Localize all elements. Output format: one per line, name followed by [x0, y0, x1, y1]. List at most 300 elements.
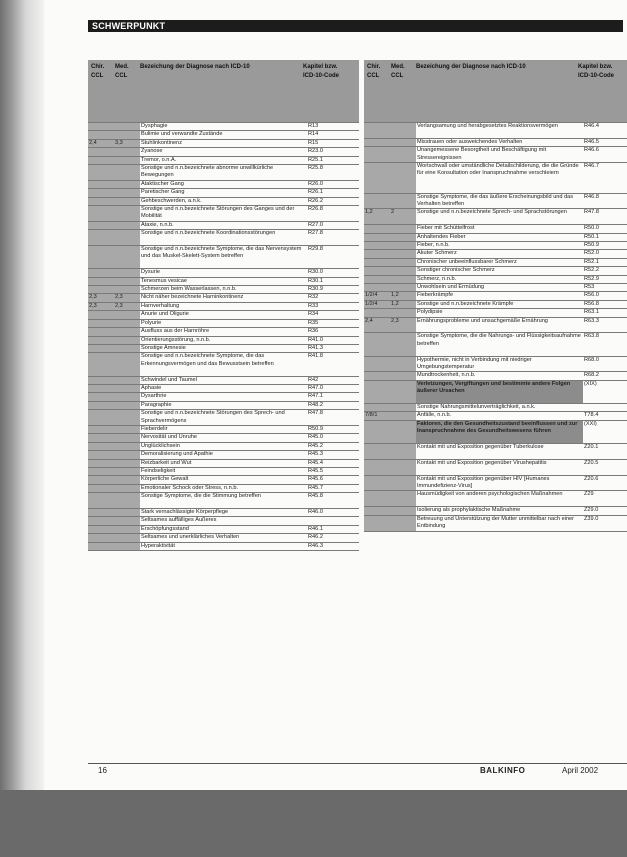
cell-chir-ccl — [88, 385, 114, 392]
table-row — [88, 164, 359, 180]
cell-chir-ccl: 1/2/4 — [364, 292, 390, 299]
cell-med-ccl: 1,2 — [390, 292, 416, 299]
cell-description: Kontakt mit und Exposition gegenüber Tuberkulose — [417, 444, 544, 451]
cell-description: Paragraphie — [141, 401, 172, 408]
cell-chir-ccl — [364, 259, 390, 266]
cell-med-ccl — [390, 333, 416, 355]
cell-chir-ccl — [364, 421, 390, 443]
cell-description: Sonstige und n.n.bezeichnete Störungen des Sprech- und Sprachvermögens — [141, 410, 285, 424]
table-row — [364, 266, 627, 274]
table-row — [364, 490, 627, 506]
cell-med-ccl — [114, 189, 140, 196]
cell-description: Unglücklichsein — [141, 442, 180, 449]
cell-description: Nicht näher bezeichnete Harninkontinenz — [141, 294, 244, 301]
cell-chir-ccl — [88, 451, 114, 458]
cell-code: R26.1 — [308, 189, 323, 196]
cell-chir-ccl — [364, 404, 390, 411]
cell-chir-ccl — [364, 444, 390, 459]
cell-code: Z20.5 — [584, 459, 599, 466]
cell-med-ccl — [390, 507, 416, 514]
cell-description: Dysarthrie — [141, 393, 167, 400]
cell-description: Chronischer unbeeinflussbarer Schmerz — [417, 258, 517, 265]
cell-code: R63.8 — [584, 333, 599, 340]
cell-description: Tenesmus vesicae — [141, 277, 188, 284]
cell-code: R33 — [308, 302, 319, 309]
cell-code: R50.0 — [584, 225, 599, 232]
table-row — [364, 300, 627, 308]
cell-code: R46.1 — [308, 525, 323, 532]
cell-med-ccl — [114, 476, 140, 483]
cell-med-ccl — [390, 163, 416, 193]
cell-code: R26.0 — [308, 180, 323, 187]
header-chir-ccl: Chir. CCL — [91, 64, 105, 79]
cell-code: R46.2 — [308, 534, 323, 541]
cell-chir-ccl — [88, 278, 114, 285]
cell-description: Emotionaler Schock oder Stress, n.n.b. — [141, 484, 239, 491]
cell-chir-ccl — [88, 246, 114, 268]
cell-med-ccl — [114, 410, 140, 425]
cell-chir-ccl — [364, 507, 390, 514]
cell-code: R30.1 — [308, 277, 323, 284]
table-row — [88, 229, 359, 245]
table-row — [364, 380, 627, 403]
cell-med-ccl — [114, 165, 140, 180]
cell-description: Sonstige Symptome, die das äußere Erscheinungsbild und das Verhalten betreffen — [417, 193, 574, 208]
cell-med-ccl — [390, 267, 416, 274]
cell-code: R46.5 — [584, 138, 599, 145]
cell-med-ccl: 2 — [390, 209, 416, 224]
table-body — [88, 122, 359, 551]
cell-chir-ccl — [364, 225, 390, 232]
cell-description: Fieberkrämpfe — [417, 292, 454, 299]
table-row — [88, 533, 359, 541]
cell-description: Ataxie, n.n.b. — [141, 221, 174, 228]
cell-description: Sonstige und n.n.bezeichnete Sprech- und Sprachstörungen — [417, 209, 567, 216]
cell-med-ccl — [114, 198, 140, 205]
cell-med-ccl — [390, 194, 416, 209]
cell-chir-ccl — [88, 198, 114, 205]
cell-code: R45.2 — [308, 442, 323, 449]
cell-chir-ccl — [88, 468, 114, 475]
cell-description: Kontakt mit und Exposition gegenüber Virushepatitis — [417, 459, 547, 466]
table-row — [88, 525, 359, 533]
cell-code: R63.1 — [584, 309, 599, 316]
cell-chir-ccl — [88, 460, 114, 467]
cell-chir-ccl — [88, 434, 114, 441]
cell-code: R45.6 — [308, 476, 323, 483]
cell-chir-ccl — [364, 267, 390, 274]
table-row — [88, 319, 359, 327]
cell-chir-ccl — [364, 250, 390, 257]
table-header — [364, 60, 627, 122]
cell-description: Ataktischer Gang — [141, 180, 184, 187]
cell-description: Bulimie und verwandte Zustände — [141, 131, 223, 138]
cell-med-ccl — [114, 311, 140, 318]
cell-med-ccl — [390, 234, 416, 241]
cell-description: Erschöpfungsstand — [141, 525, 189, 532]
cell-description: Schmerz, n.n.b. — [417, 275, 457, 282]
cell-med-ccl: 2,3 — [390, 318, 416, 333]
table-row — [364, 443, 627, 459]
cell-med-ccl — [114, 148, 140, 155]
cell-code: R35 — [308, 319, 319, 326]
section-title: SCHWERPUNKT — [92, 21, 166, 31]
cell-med-ccl — [390, 444, 416, 459]
cell-code: R53 — [584, 284, 595, 291]
table-row — [364, 241, 627, 249]
cell-code: R45.4 — [308, 459, 323, 466]
cell-med-ccl — [114, 269, 140, 276]
cell-med-ccl — [390, 123, 416, 138]
table-row — [88, 310, 359, 318]
cell-code: R48.2 — [308, 401, 323, 408]
cell-chir-ccl — [364, 242, 390, 249]
table-row — [364, 224, 627, 232]
cell-med-ccl — [114, 426, 140, 433]
cell-code: R47.0 — [308, 384, 323, 391]
cell-code: R30.9 — [308, 286, 323, 293]
cell-chir-ccl — [364, 372, 390, 379]
cell-chir-ccl — [88, 230, 114, 245]
table-row — [88, 442, 359, 450]
table-row — [88, 130, 359, 138]
table-row — [88, 205, 359, 221]
cell-med-ccl — [390, 476, 416, 491]
table-row — [364, 475, 627, 491]
cell-chir-ccl — [364, 163, 390, 193]
cell-code: R63.3 — [584, 317, 599, 324]
cell-code: R25.8 — [308, 165, 323, 172]
cell-chir-ccl — [88, 165, 114, 180]
table-row — [364, 459, 627, 475]
table-row — [364, 283, 627, 291]
cell-description: Isolierung als prophylaktische Maßnahme — [417, 507, 521, 514]
header-med-ccl: Med. CCL — [115, 64, 129, 79]
cell-code: R25.1 — [308, 156, 323, 163]
cell-description: Demoralisierung und Apathie — [141, 451, 213, 458]
cell-chir-ccl: 7/8/1 — [364, 412, 390, 419]
cell-code: R46.3 — [308, 542, 323, 549]
table-row — [88, 344, 359, 352]
cell-chir-ccl — [88, 269, 114, 276]
cell-med-ccl — [114, 460, 140, 467]
cell-code: R23.0 — [308, 148, 323, 155]
table-row — [88, 302, 359, 310]
table-row — [364, 371, 627, 379]
cell-description: Sonstige und n.n.bezeichnete Koordinationsstörungen — [141, 230, 276, 237]
publication-date: April 2002 — [562, 766, 599, 775]
cell-chir-ccl — [364, 460, 390, 475]
cell-description: Anurie und Oligurie — [141, 311, 189, 318]
table-row — [364, 411, 627, 419]
header-chapter-code: Kapitel bzw. ICD-10-Code — [303, 64, 340, 79]
cell-med-ccl — [114, 286, 140, 293]
cell-chir-ccl — [364, 516, 390, 531]
table-row — [364, 403, 627, 411]
table-row — [364, 291, 627, 299]
table-body — [364, 122, 627, 532]
cell-code: Z39.0 — [584, 515, 599, 522]
cell-code: R46.7 — [584, 163, 599, 170]
cell-chir-ccl — [364, 357, 390, 372]
cell-description: Unwohlsein und Ermüdung — [417, 284, 485, 291]
cell-chir-ccl — [88, 286, 114, 293]
cell-chir-ccl — [88, 189, 114, 196]
cell-description: Polyurie — [141, 319, 162, 326]
cell-chir-ccl — [364, 194, 390, 209]
cell-chir-ccl — [364, 491, 390, 506]
cell-chir-ccl — [364, 284, 390, 291]
cell-med-ccl — [114, 278, 140, 285]
header-chapter-code: Kapitel bzw. ICD-10-Code — [578, 64, 615, 79]
table-row — [88, 197, 359, 205]
cell-chir-ccl — [364, 123, 390, 138]
table-row — [88, 180, 359, 188]
cell-med-ccl — [114, 337, 140, 344]
cell-description: Reizbarkeit und Wut — [141, 459, 192, 466]
cell-description: Seltsames auffälliges Äußeres — [141, 517, 217, 524]
cell-code — [583, 404, 627, 411]
page-number: 16 — [98, 766, 107, 775]
cell-med-ccl — [390, 372, 416, 379]
cell-med-ccl — [390, 309, 416, 316]
page-footer — [88, 763, 627, 776]
cell-code: R13 — [308, 123, 319, 129]
cell-description: Körperliche Gewalt — [141, 476, 189, 483]
cell-description: Anfälle, n.n.b. — [417, 412, 452, 419]
table-row — [88, 139, 359, 147]
table-row — [364, 332, 627, 355]
cell-code: (XXI) — [584, 420, 597, 427]
table-row — [88, 516, 359, 524]
cell-description: Ausfluss aus der Harnröhre — [141, 328, 210, 335]
table-row — [88, 459, 359, 467]
cell-description: Sonstige und n.n.bezeichnete Krämpfe — [417, 300, 514, 307]
cell-description: Akuter Schmerz — [417, 250, 457, 257]
cell-med-ccl — [390, 242, 416, 249]
publication-name: BALKINFO — [480, 766, 526, 775]
cell-chir-ccl — [88, 526, 114, 533]
table-row — [88, 268, 359, 276]
cell-chir-ccl: 1,2 — [364, 209, 390, 224]
table-row — [88, 376, 359, 384]
cell-description: Dysphagie — [141, 123, 168, 129]
cell-med-ccl — [114, 451, 140, 458]
cell-med-ccl — [114, 385, 140, 392]
cell-chir-ccl — [88, 311, 114, 318]
cell-description: Stark vernachlässigte Körperpflege — [141, 509, 229, 515]
cell-med-ccl — [114, 353, 140, 375]
cell-code: R34 — [308, 311, 319, 318]
cell-chir-ccl — [88, 131, 114, 138]
cell-description: Polydipsie — [417, 309, 443, 316]
cell-code: R68.0 — [584, 356, 599, 363]
table-row — [364, 208, 627, 224]
cell-chir-ccl — [364, 147, 390, 162]
cell-code: R47.1 — [308, 393, 323, 400]
cell-chir-ccl — [88, 517, 114, 524]
cell-code: R47.8 — [584, 209, 599, 216]
cell-description: Kontakt mit und Exposition gegenüber HIV [Humanes Immundefizienz-Virus] — [417, 475, 550, 490]
cell-chir-ccl — [88, 345, 114, 352]
cell-description: Anhaltendes Fieber — [417, 233, 466, 240]
header-med-ccl: Med. CCL — [391, 64, 405, 79]
cell-code: R41.8 — [308, 353, 323, 360]
table-row — [364, 420, 627, 443]
cell-chir-ccl — [88, 157, 114, 164]
cell-chir-ccl — [88, 443, 114, 450]
table-header — [88, 60, 359, 122]
cell-code: Z29 — [584, 491, 594, 498]
cell-code: R46.6 — [584, 147, 599, 154]
cell-chir-ccl — [88, 493, 114, 508]
cell-description: Schmerzen beim Wasserlassen, n.n.b. — [141, 286, 237, 293]
cell-description: Schwindel und Taumel — [141, 376, 197, 383]
cell-chir-ccl — [88, 476, 114, 483]
cell-code: Z29.0 — [584, 507, 599, 514]
cell-description: Unangemessene Besorgtheit und Beschäftigung mit Stressereignissen — [417, 147, 547, 161]
cell-code: R52.9 — [584, 275, 599, 282]
cell-description: Dysurie — [141, 269, 160, 276]
table-row — [364, 317, 627, 333]
cell-code: R50.1 — [584, 233, 599, 240]
table-row — [88, 409, 359, 425]
cell-chir-ccl — [88, 206, 114, 221]
cell-description: Faktoren, die den Gesundheitszustand beeinflussen und zur Inanspruchnahme des Gesundheitswesens führen — [416, 421, 583, 443]
cell-med-ccl — [390, 357, 416, 372]
cell-chir-ccl — [364, 309, 390, 316]
cell-chir-ccl — [364, 476, 390, 491]
cell-code: R45.7 — [308, 484, 323, 491]
book-binding-shadow — [0, 0, 44, 857]
cell-code: R29.8 — [308, 246, 323, 253]
cell-code: R68.2 — [584, 372, 599, 379]
cell-med-ccl — [390, 225, 416, 232]
cell-description: Hyperaktivität — [141, 542, 175, 549]
cell-chir-ccl — [364, 381, 390, 403]
cell-chir-ccl — [88, 509, 114, 516]
cell-description: Hypothermie, nicht in Verbindung mit niedriger Umgebungstemperatur — [417, 356, 532, 371]
table-row — [88, 327, 359, 335]
cell-chir-ccl: 2,4 — [364, 318, 390, 333]
cell-description: Sonstige und n.n.bezeichnete Störungen des Ganges und der Mobilität — [141, 206, 295, 220]
cell-chir-ccl — [88, 485, 114, 492]
table-row — [88, 277, 359, 285]
cell-code: R47.8 — [308, 410, 323, 417]
cell-description: Aphasie — [141, 384, 162, 391]
cell-chir-ccl — [364, 234, 390, 241]
cell-med-ccl — [114, 206, 140, 221]
table-row — [364, 249, 627, 257]
cell-chir-ccl: 2,3 — [88, 294, 114, 301]
cell-med-ccl — [114, 157, 140, 164]
scan-background-band — [0, 790, 627, 857]
table-row — [88, 156, 359, 164]
cell-description: Wortschwall oder umständliche Detailschilderung, die die Gründe für eine Konsultation oder Inanspruchnahme verschleiern — [417, 163, 579, 177]
cell-chir-ccl: 2,3 — [88, 303, 114, 310]
cell-description: Verletzungen, Vergiftungen und bestimmte andere Folgen äußerer Ursachen — [416, 381, 583, 403]
cell-code: R52.0 — [584, 250, 599, 257]
cell-description: Sonstige und n.n.bezeichnete abnorme unwillkürliche Bewegungen — [141, 165, 274, 179]
table-row — [364, 233, 627, 241]
table-row — [88, 245, 359, 268]
header-chir-ccl: Chir. CCL — [367, 64, 381, 79]
cell-code: Z20.6 — [584, 475, 599, 482]
cell-med-ccl — [114, 320, 140, 327]
table-row — [88, 508, 359, 516]
cell-code: R45.0 — [308, 434, 323, 441]
table-row — [88, 401, 359, 409]
cell-med-ccl — [114, 485, 140, 492]
cell-code: R45.8 — [308, 493, 323, 500]
cell-code: R56.8 — [584, 300, 599, 307]
cell-chir-ccl — [364, 139, 390, 146]
cell-code: R41.3 — [308, 344, 323, 351]
cell-code: T78.4 — [584, 412, 599, 419]
cell-med-ccl — [390, 412, 416, 419]
table-row — [88, 147, 359, 155]
cell-code: R50.9 — [308, 425, 323, 432]
cell-code: R42 — [308, 376, 319, 383]
cell-description: Sonstige Symptome, die die Nahrungs- und Flüssigkeitsaufnahme betreffen — [417, 333, 581, 347]
diagnosis-table-left — [88, 60, 359, 551]
cell-chir-ccl — [88, 148, 114, 155]
table-row — [88, 467, 359, 475]
table-row — [364, 308, 627, 316]
cell-chir-ccl — [88, 353, 114, 375]
cell-chir-ccl — [88, 123, 114, 130]
table-row — [88, 475, 359, 483]
cell-description: Nervosität und Unruhe — [141, 434, 197, 441]
cell-med-ccl — [114, 131, 140, 138]
table-row — [364, 275, 627, 283]
table-row — [88, 392, 359, 400]
cell-med-ccl — [114, 526, 140, 533]
cell-med-ccl — [114, 377, 140, 384]
header-description: Bezeichung der Diagnose nach ICD-10 — [416, 64, 526, 70]
table-row — [364, 138, 627, 146]
cell-chir-ccl — [88, 377, 114, 384]
cell-description: Misstrauen oder ausweichendes Verhalten — [417, 138, 523, 145]
cell-med-ccl — [390, 381, 416, 403]
cell-chir-ccl — [88, 410, 114, 425]
cell-code: R26.2 — [308, 197, 323, 204]
table-row — [364, 506, 627, 514]
cell-chir-ccl — [88, 534, 114, 541]
cell-code: R30.0 — [308, 269, 323, 276]
cell-code: R46.0 — [308, 509, 323, 515]
section-header-bar — [88, 20, 623, 32]
cell-code: (XIX) — [584, 380, 597, 387]
table-row — [88, 542, 359, 551]
cell-chir-ccl — [88, 328, 114, 335]
cell-description: Seltsames und unerklärliches Verhalten — [141, 534, 240, 541]
cell-chir-ccl — [88, 337, 114, 344]
cell-med-ccl — [114, 434, 140, 441]
cell-med-ccl — [114, 222, 140, 229]
cell-med-ccl — [114, 443, 140, 450]
cell-med-ccl — [390, 276, 416, 283]
cell-code: R27.8 — [308, 230, 323, 237]
cell-description: Ernährungsprobleme und unsachgemäße Ernährung — [417, 317, 548, 324]
diagnosis-table-right — [364, 60, 627, 532]
cell-med-ccl: 2,3 — [114, 303, 140, 310]
cell-med-ccl — [390, 250, 416, 257]
cell-description: Sonstige Amnesie — [141, 344, 186, 351]
cell-med-ccl — [390, 491, 416, 506]
cell-med-ccl — [390, 421, 416, 443]
cell-description: Harnverhaltung — [141, 302, 180, 309]
